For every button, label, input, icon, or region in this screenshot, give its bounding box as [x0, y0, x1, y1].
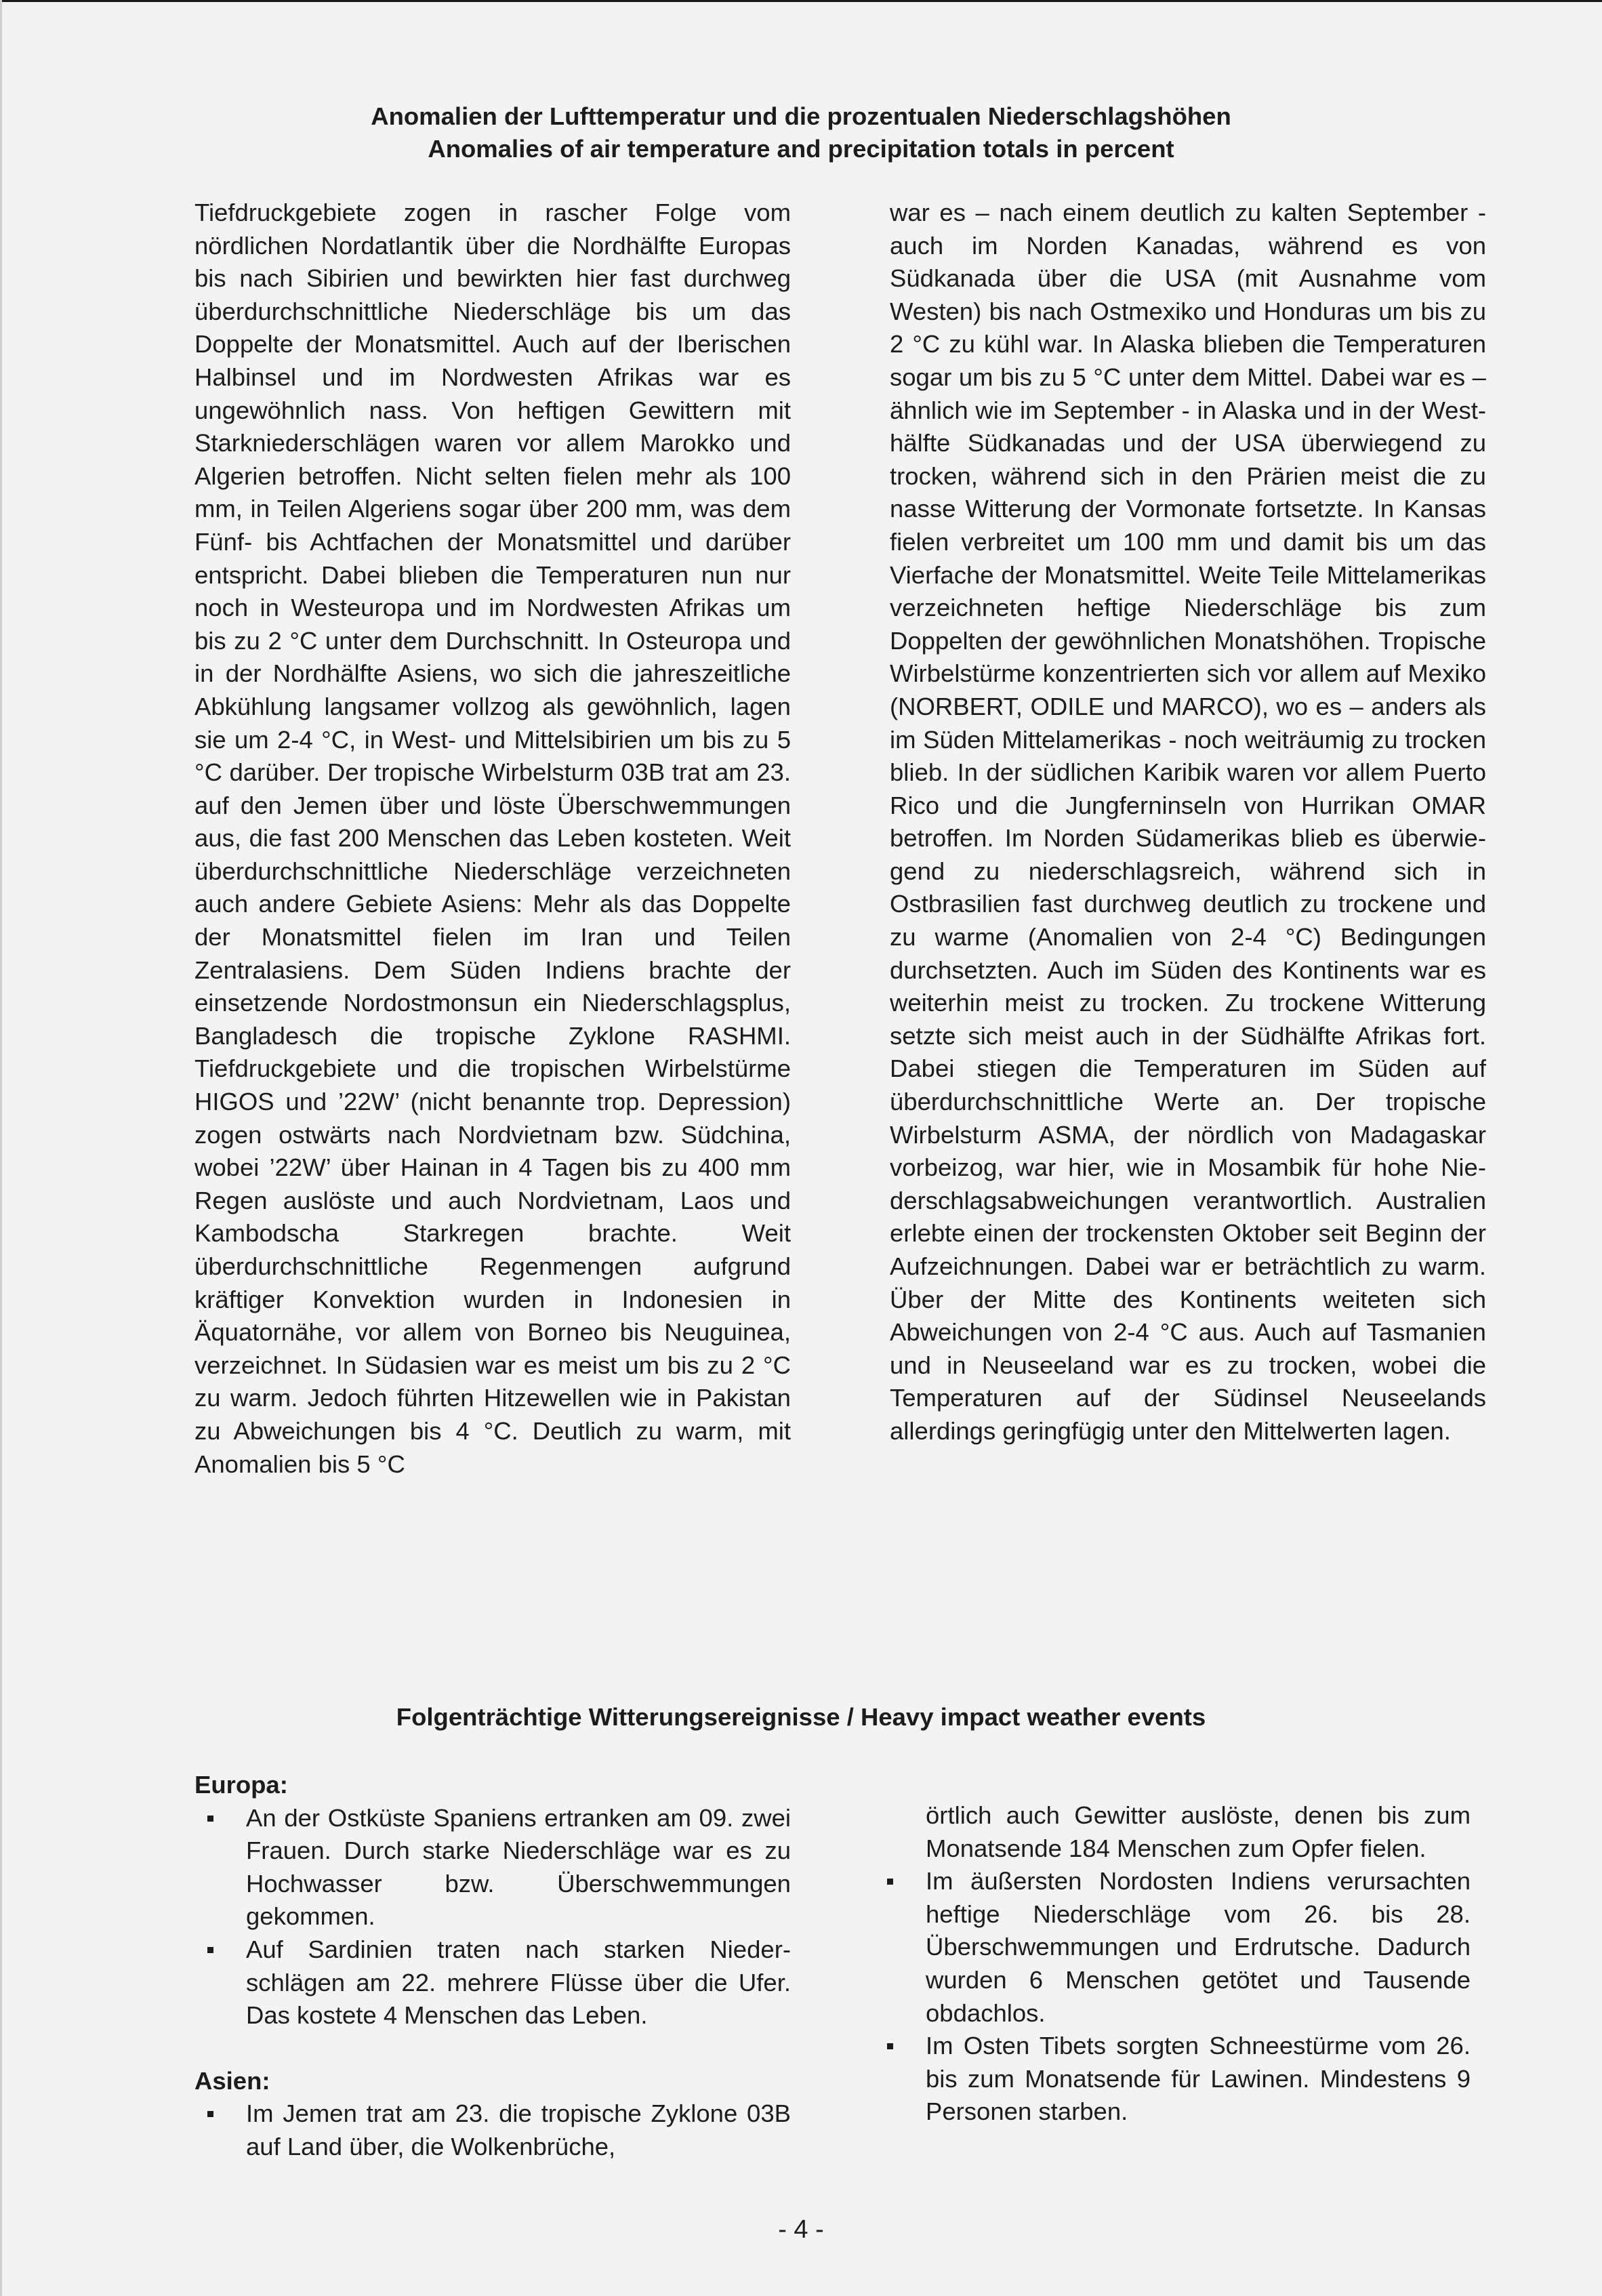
bullet-icon: [887, 1879, 893, 1885]
event-text: Im Osten Tibets sorgten Schneestürme vom 26. bis zum Monatsende für Lawinen. Mindestens 9 Personen starben.: [926, 2032, 1471, 2126]
europe-event-list: [194, 1802, 791, 2032]
list-item-continued: [874, 1799, 1471, 1865]
article-right-column: war es – nach einem deutlich zu kalten September - auch im Norden Kanadas, während es von Südkanada über die USA (mit Ausnahme vom Westen) bis nach Ostmexiko und Honduras um bis zu 2 °C zu kühl war. In Alaska blieben die Temperaturen sogar um bis zu 5 °C unter dem Mittel. Dabei war es – ähnlich wie im September - in Alaska und in der Westhälfte Südkanadas und der USA überwiegend zu trocken, während sich in den Prärien meist die zu nasse Witterung der Vormonate fortsetzte. In Kansas fielen verbreitet um 100 mm und damit bis um das Vierfache der Monatsmittel. Weite Teile Mittelamerikas verzeichneten heftige Niederschläge bis zum Doppelten der gewöhnlichen Monatshöhen. Tropische Wirbelstürme konzentrierten sich vor allem auf Mexiko (NORBERT, ODILE und MARCO), wo es – anders als im Süden Mittelamerikas - noch weiträumig zu trocken blieb. In der südlichen Karibik waren vor allem Puerto Rico und die Jungferninseln von Hurrikan OMAR betroffen. Im Norden Südamerikas blieb es überwiegend zu niederschlagsreich, während sich in Ostbrasilien fast durchweg deutlich zu trockene und zu warme (Anomalien von 2-4 °C) Bedingungen durchsetzten. Auch im Süden des Kontinents war es weiterhin meist zu trocken. Zu trockene Witterung setzte sich meist auch in der Südhälfte Afrikas fort. Dabei stiegen die Temperaturen im Süden auf überdurchschnittliche Werte an. Der tropische Wirbelsturm ASMA, der nördlich von Madagaskar vorbeizog, war hier, wie in Mosambik für hohe Niederschlagsabweichungen verantwortlich. Australien erlebte einen der trockensten Oktober seit Beginn der Aufzeichnungen. Dabei war er beträchtlich zu warm. Über der Mitte des Kontinents weiteten sich Abweichungen von 2-4 °C aus. Auch auf Tasmanien und in Neuseeland war es zu trocken, wobei die Temperaturen auf der Südinsel Neuseelands allerdings geringfügig unter den Mittelwerten lagen.: [890, 199, 1486, 1445]
asia-event-list-start: [194, 2097, 791, 2163]
bullet-icon: [207, 1947, 213, 1953]
title-german: Anomalien der Lufttemperatur und die prozentualen Niederschlagshöhen: [371, 102, 1231, 130]
article-left-column: Tiefdruckgebiete zogen in rascher Folge vom nördlichen Nordatlantik über die Nordhälfte Europas bis nach Sibirien und bewirkten hier fast durchweg überdurchschnittliche Niederschläge bis um das Doppelte der Monatsmittel. Auch auf der Iberischen Halbinsel und im Nordwesten Afrikas war es ungewöhnlich nass. Von heftigen Gewittern mit Starkniederschlägen waren vor allem Marokko und Algerien betroffen. Nicht selten fielen mehr als 100 mm, in Teilen Algeriens sogar über 200 mm, was dem Fünf- bis Achtfachen der Monatsmittel und darüber entspricht. Dabei blieben die Temperaturen nun nur noch in Westeuropa und im Nordwesten Afrikas um bis zu 2 °C unter dem Durchschnitt. In Osteuropa und in der Nordhälfte Asiens, wo sich die jahreszeitliche Abkühlung langsamer vollzog als gewöhnlich, lagen sie um 2-4 °C, in West- und Mittelsibirien um bis zu 5 °C darüber. Der tropische Wirbelsturm 03B trat am 23. auf den Jemen über und löste Überschwemmungen aus, die fast 200 Menschen das Leben kosteten. Weit überdurchschnittliche Niederschläge verzeichneten auch andere Gebiete Asiens: Mehr als das Doppelte der Monatsmittel fielen im Iran und Teilen Zentralasiens. Dem Süden Indiens brachte der einsetzende Nordostmonsun ein Niederschlagsplus, Bangladesch die tropische Zyklone RASHMI. Tiefdruckgebiete und die tropischen Wirbelstürme HIGOS und ’22W’ (nicht benannte trop. Depression) zogen ostwärts nach Nordvietnam bzw. Südchina, wobei ’22W’ über Hainan in 4 Tagen bis zu 400 mm Regen auslöste und auch Nordvietnam, Laos und Kambodscha Starkregen brachte. Weit überdurchschnittliche Regenmengen aufgrund kräftiger Konvektion wurden in Indonesien in Äquatornähe, vor allem von Borneo bis Neuguinea, verzeichnet. In Südasien war es meist um bis zu 2 °C zu warm. Jedoch führten Hitzewellen wie in Pakistan zu Abweichungen bis 4 °C. Deutlich zu warm, mit Anomalien bis 5 °C: [194, 199, 791, 1478]
page-number: - 4 -: [778, 2215, 824, 2244]
list-item: [194, 2097, 791, 2163]
events-left-column: [194, 1769, 791, 2164]
event-text: An der Ostküste Spaniens ertranken am 09. zwei Frauen. Durch starke Niederschläge war es zu Hochwasser bzw. Überschwemmungen gekommen.: [246, 1803, 791, 1931]
scan-edge-top: [0, 0, 1602, 2]
event-text: Im Jemen trat am 23. die tropische Zyklone 03B auf Land über, die Wolkenbrüche,: [246, 2099, 791, 2160]
events-right-column: [874, 1799, 1471, 2129]
scan-edge-left: [0, 0, 2, 2296]
bullet-icon: [207, 1816, 213, 1822]
region-heading-asia: Asien:: [194, 2066, 270, 2095]
event-text: örtlich auch Gewitter auslöste, denen bis zum Monatsende 184 Menschen zum Opfer fielen.: [926, 1801, 1471, 1862]
spacer: [194, 2032, 791, 2065]
list-item: [874, 2030, 1471, 2129]
region-heading-europe: Europa:: [194, 1771, 288, 1799]
bullet-icon: [207, 2111, 213, 2117]
event-text: Im äußersten Nordosten Indiens verursachten heftige Niederschläge vom 26. bis 28. Überschwemmungen und Erdrutsche. Dadurch wurden 6 Menschen getötet und Tausende obdachlos.: [926, 1867, 1471, 2027]
bullet-icon: [887, 2043, 893, 2049]
title-english: Anomalies of air temperature and precipitation totals in percent: [428, 135, 1174, 163]
list-item: [874, 1865, 1471, 2030]
event-text: Auf Sardinien traten nach starken Niederschlägen am 22. mehrere Flüsse über die Ufer. Das kostete 4 Menschen das Leben.: [246, 1935, 791, 2030]
list-item: [194, 1933, 791, 2032]
list-item: [194, 1802, 791, 1933]
asia-event-list-continued: [874, 1799, 1471, 2129]
events-section-title: Folgenträchtige Witterungsereignisse / Heavy impact weather events: [396, 1703, 1206, 1731]
